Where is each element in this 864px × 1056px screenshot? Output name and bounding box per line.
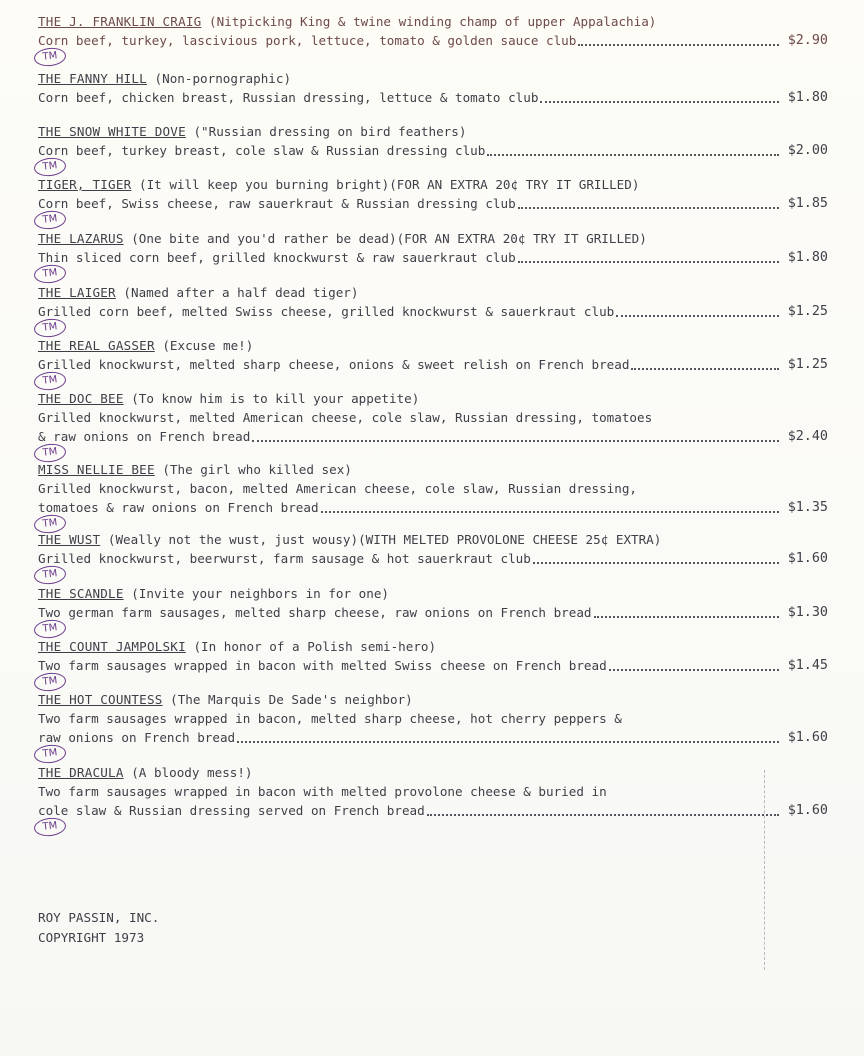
item-name: THE J. FRANKLIN CRAIG: [38, 14, 202, 29]
item-price: $1.60: [787, 803, 828, 818]
item-note: (Excuse me!): [162, 338, 254, 353]
dot-leader: [321, 505, 779, 513]
item-name: THE WUST: [38, 532, 101, 547]
item-description: Two german farm sausages, melted sharp cheese, raw onions on French bread: [38, 605, 592, 620]
item-description: Corn beef, turkey, lascivious pork, lettuce, tomato & golden sauce club: [38, 33, 577, 48]
menu-item: [38, 584, 828, 635]
item-description-line: Grilled knockwurst, bacon, melted American cheese, cole slaw, Russian dressing,: [38, 481, 637, 496]
item-note: (It will keep you burning bright)(FOR AN EXTRA 20¢ TRY IT GRILLED): [138, 177, 640, 192]
item-description-line: Two farm sausages wrapped in bacon with melted provolone cheese & buried in: [38, 784, 607, 799]
item-description: Grilled knockwurst, beerwurst, farm sausage & hot sauerkraut club: [38, 551, 531, 566]
dot-leader: [616, 309, 779, 317]
menu-item: [38, 637, 828, 688]
item-name: THE SCANDLE: [38, 586, 124, 601]
item-name: THE COUNT JAMPOLSKI: [38, 639, 186, 654]
trademark-stamp: TM: [33, 156, 67, 177]
item-note: (One bite and you'd rather be dead)(FOR AN EXTRA 20¢ TRY IT GRILLED): [131, 231, 647, 246]
copyright-footer: [38, 908, 159, 948]
item-price: $1.45: [787, 658, 828, 673]
menu-item: [38, 460, 828, 530]
item-description: Two farm sausages wrapped in bacon with melted Swiss cheese on French bread: [38, 658, 607, 673]
item-price: $1.60: [787, 730, 828, 745]
dot-leader: [578, 38, 779, 46]
item-description: raw onions on French bread: [38, 730, 236, 745]
item-price: $1.85: [787, 196, 828, 211]
item-note: (Weally not the wust, just wousy)(WITH MELTED PROVOLONE CHEESE 25¢ EXTRA): [107, 532, 662, 547]
item-price: $1.80: [787, 90, 828, 105]
item-name: THE DOC BEE: [38, 391, 124, 406]
item-name: THE FANNY HILL: [38, 71, 147, 86]
item-description-line: Grilled knockwurst, melted American cheese, cole slaw, Russian dressing, tomatoes: [38, 410, 653, 425]
trademark-stamp: TM: [33, 46, 67, 67]
item-note: (Named after a half dead tiger): [123, 285, 359, 300]
item-price: $1.25: [787, 357, 828, 372]
trademark-stamp: TM: [33, 442, 67, 463]
menu-item: [38, 763, 828, 833]
item-price: $2.40: [787, 429, 828, 444]
trademark-stamp: TM: [33, 618, 67, 639]
trademark-stamp: TM: [33, 671, 67, 692]
item-name: THE HOT COUNTESS: [38, 692, 163, 707]
trademark-stamp: TM: [33, 263, 67, 284]
item-name: TIGER, TIGER: [38, 177, 132, 192]
menu-item: [38, 389, 828, 459]
trademark-stamp: TM: [33, 816, 67, 837]
dot-leader: [594, 610, 780, 618]
item-price: $2.90: [787, 33, 828, 48]
item-description: Thin sliced corn beef, grilled knockwurst & raw sauerkraut club: [38, 250, 516, 265]
trademark-stamp: TM: [33, 564, 67, 585]
item-name: THE SNOW WHITE DOVE: [38, 124, 186, 139]
item-description: tomatoes & raw onions on French bread: [38, 500, 319, 515]
dot-leader: [487, 148, 779, 156]
dot-leader: [533, 556, 779, 564]
trademark-stamp: TM: [33, 743, 67, 764]
menu-item: [38, 69, 828, 107]
dot-leader: [518, 201, 779, 209]
item-price: $1.35: [787, 500, 828, 515]
item-note: (A bloody mess!): [131, 765, 253, 780]
menu-item: [38, 229, 828, 280]
item-description: cole slaw & Russian dressing served on French bread: [38, 803, 425, 818]
menu-item: [38, 530, 828, 581]
dot-leader: [609, 663, 779, 671]
item-description-line: Two farm sausages wrapped in bacon, melted sharp cheese, hot cherry peppers &: [38, 711, 622, 726]
menu-item: [38, 336, 828, 387]
item-description: Grilled knockwurst, melted sharp cheese, onions & sweet relish on French bread: [38, 357, 630, 372]
item-note: (In honor of a Polish semi-hero): [193, 639, 437, 654]
menu-item: [38, 175, 828, 226]
item-price: $1.30: [787, 605, 828, 620]
item-note: (Invite your neighbors in for one): [131, 586, 389, 601]
dot-leader: [540, 95, 779, 103]
dot-leader: [631, 362, 779, 370]
trademark-stamp: TM: [33, 370, 67, 391]
item-note: (Nitpicking King & twine winding champ of upper Appalachia): [209, 14, 657, 29]
dot-leader: [252, 434, 779, 442]
item-note: (The girl who killed sex): [162, 462, 352, 477]
item-description: Grilled corn beef, melted Swiss cheese, grilled knockwurst & sauerkraut club: [38, 304, 615, 319]
item-name: THE DRACULA: [38, 765, 124, 780]
item-name: THE LAZARUS: [38, 231, 124, 246]
item-name: THE LAIGER: [38, 285, 116, 300]
item-price: $1.60: [787, 551, 828, 566]
item-price: $1.25: [787, 304, 828, 319]
item-note: (Non-pornographic): [154, 71, 292, 86]
menu-item: [38, 122, 828, 173]
item-price: $1.80: [787, 250, 828, 265]
item-note: ("Russian dressing on bird feathers): [193, 124, 467, 139]
item-description: Corn beef, Swiss cheese, raw sauerkraut & Russian dressing club: [38, 196, 516, 211]
item-price: $2.00: [787, 143, 828, 158]
item-description: Corn beef, chicken breast, Russian dressing, lettuce & tomato club: [38, 90, 539, 105]
item-name: MISS NELLIE BEE: [38, 462, 155, 477]
dot-leader: [237, 735, 779, 743]
trademark-stamp: TM: [33, 317, 67, 338]
company-name: ROY PASSIN, INC.: [38, 910, 160, 925]
item-description: Corn beef, turkey breast, cole slaw & Russian dressing club: [38, 143, 486, 158]
trademark-stamp: TM: [33, 513, 67, 534]
item-description: & raw onions on French bread: [38, 429, 251, 444]
menu-item: [38, 283, 828, 334]
menu-item: [38, 690, 828, 760]
menu-item: [38, 12, 828, 63]
dot-leader: [518, 255, 779, 263]
item-note: (The Marquis De Sade's neighbor): [170, 692, 413, 707]
item-note: (To know him is to kill your appetite): [131, 391, 420, 406]
copyright-line: COPYRIGHT 1973: [38, 930, 145, 945]
trademark-stamp: TM: [33, 209, 67, 230]
item-name: THE REAL GASSER: [38, 338, 155, 353]
dot-leader: [427, 808, 779, 816]
